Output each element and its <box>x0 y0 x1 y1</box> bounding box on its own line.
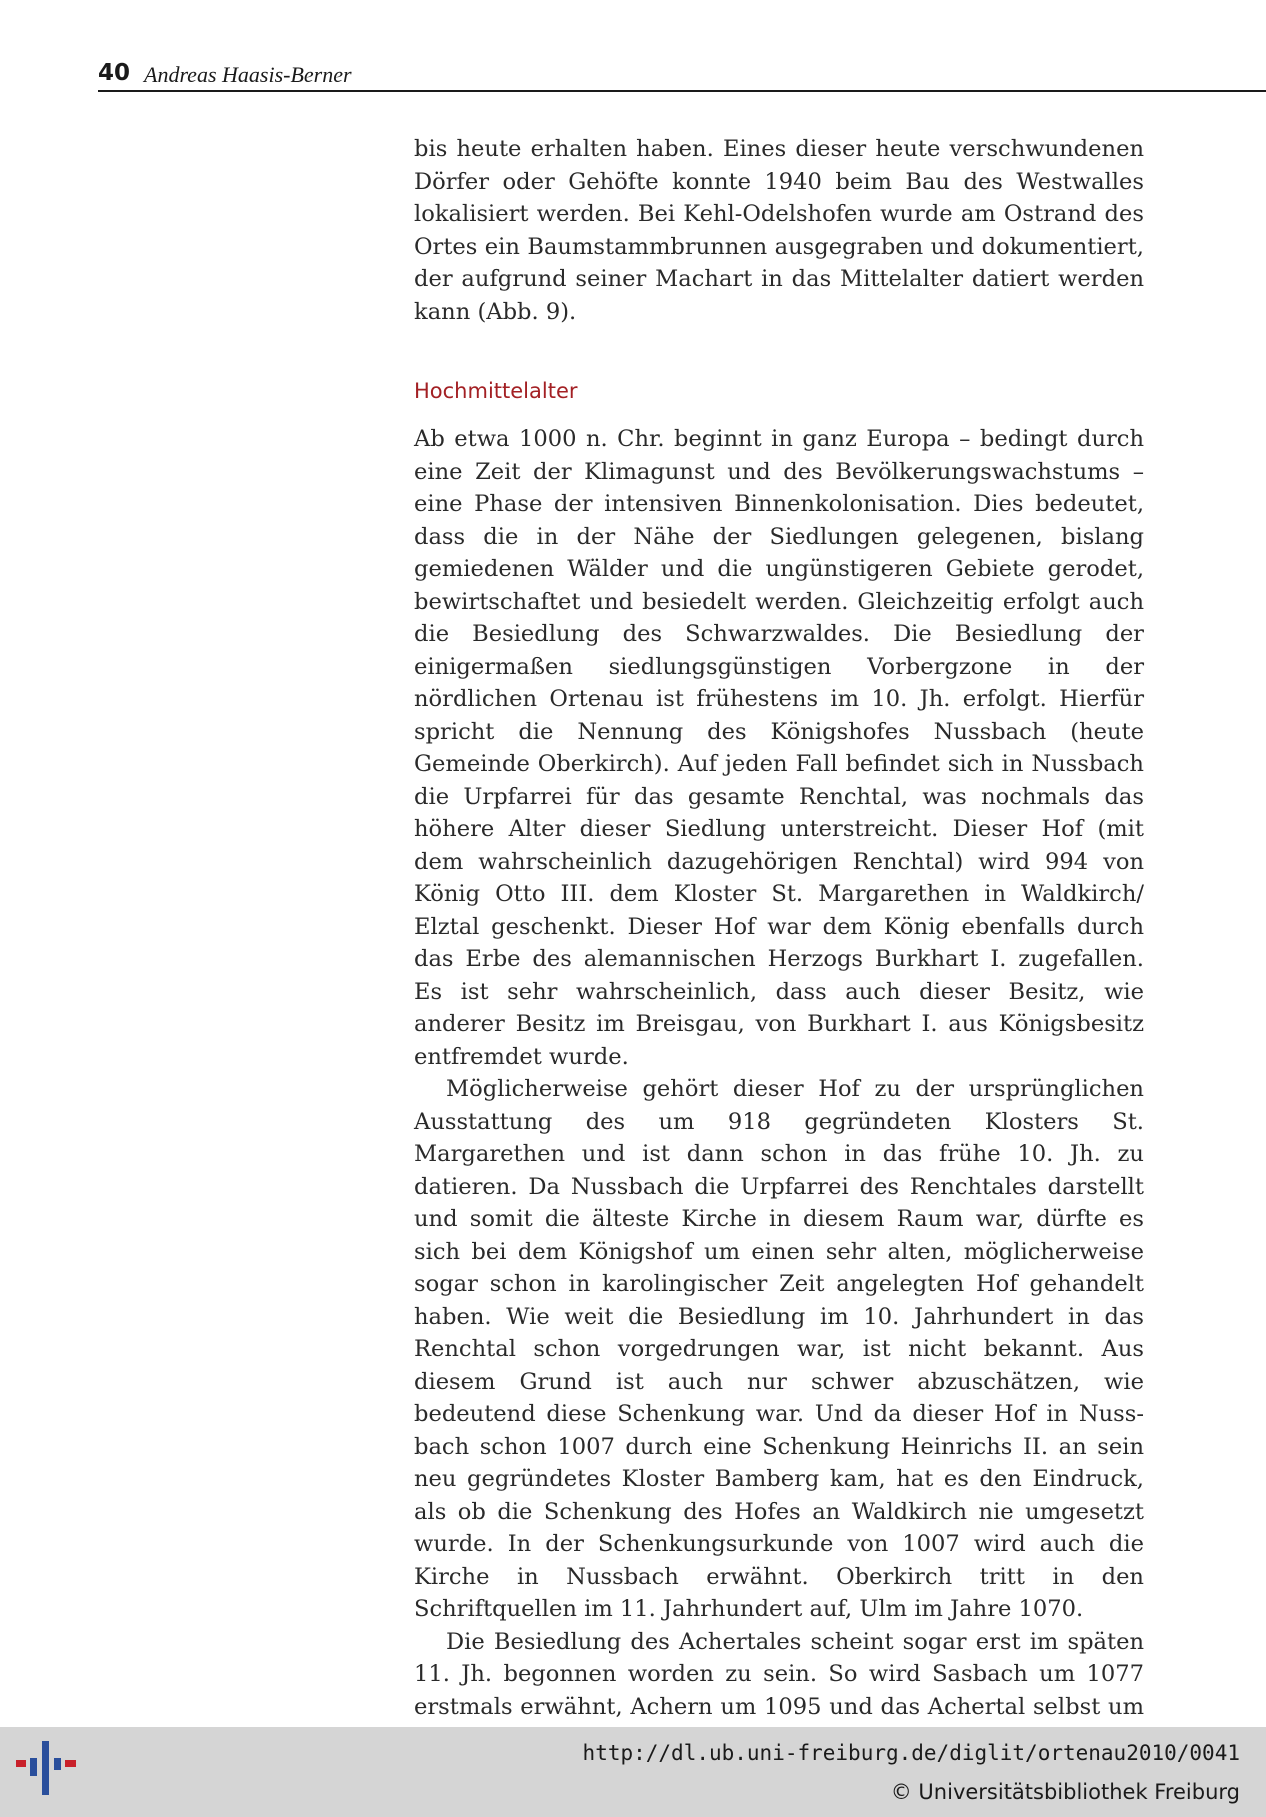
logo-red-left <box>16 1760 26 1767</box>
logo-blue-short <box>30 1758 37 1776</box>
section-heading: Hochmittelalter <box>414 379 578 403</box>
footer-bar <box>0 1727 1266 1817</box>
logo-red-right <box>65 1760 76 1767</box>
body-paragraph: Ab etwa 1000 n. Chr. beginnt in ganz Europa – bedingt durch eine Zeit der Klimagunst und des Bevölkerungswachstums – eine Phase der intensiven Binnenkolonisation. Dies bedeutet, dass die in der Nähe der Siedlungen gelegenen, bislang gemiedenen Wälder und die ungünstigeren Gebiete gerodet, bewirtschaftet und besiedelt werden. Gleichzeitig erfolgt auch die Besiedlung des Schwarzwaldes. Die Besiedlung der einigermaßen siedlungsgünstigen Vorbergzone in der nördlichen Ortenau ist frühestens im 10. Jh. erfolgt. Hierfür spricht die Nennung des Königshofes Nussbach (heute Gemeinde Oberkirch). Auf jeden Fall befindet sich in Nussbach die Urpfarrei für das gesamte Renchtal, was nochmals das höhere Alter dieser Siedlung unterstreicht. Dieser Hof (mit dem wahrscheinlich dazugehörigen Renchtal) wird 994 von König Otto III. dem Kloster St. Margarethen in Waldkirch/ Elztal geschenkt. Dieser Hof war dem König ebenfalls durch das Erbe des alemannischen Herzogs Burkhart I. zugefallen. Es ist sehr wahrscheinlich, dass auch dieser Besitz, wie anderer Besitz im Breisgau, von Burkhart I. aus Königsbesitz entfremdet wurde. <box>414 426 1144 1070</box>
text-column <box>414 133 1144 1756</box>
page-number: 40 <box>98 60 131 86</box>
body-paragraph: Die Besiedlung des Achertales scheint sogar erst im späten 11. Jh. begonnen worden zu sein. So wird Sasbach um 1077 erstmals erwähnt, Achern um 1095 und das Achertal selbst um <box>414 1628 1144 1720</box>
running-head <box>98 60 1266 92</box>
logo-blue-mid <box>54 1758 61 1770</box>
running-author: Andreas Haasis-Berner <box>144 62 352 87</box>
body-paragraph: Möglicherweise gehört dieser Hof zu der ursprünglichen Ausstattung des um 918 gegründeten Klosters St. Margarethen und ist dann schon in das frühe 10. Jh. zu datieren. Da Nussbach die Urpfarrei des Renchtales darstellt und somit die älteste Kirche in diesem Raum war, dürfte es sich bei dem Königshof um einen sehr alten, möglicherweise sogar schon in karolingischer Zeit angelegten Hof gehandelt haben. Wie weit die Besiedlung im 10. Jahrhundert in das Renchtal schon vorgedrungen war, ist nicht bekannt. Aus diesem Grund ist auch nur schwer abzuschätzen, wie bedeutend diese Schenkung war. Und da dieser Hof in Nussbach schon 1007 durch eine Schenkung Heinrichs II. an sein neu gegründetes Kloster Bamberg kam, hat es den Eindruck, als ob die Schenkung des Hofes an Waldkirch nie umgesetzt wurde. In der Schenkungsurkunde von 1007 wird auch die Kirche in Nussbach erwähnt. Oberkirch tritt in den Schriftquellen im 11. Jahrhundert auf, Ulm im Jahre 1070. <box>414 1076 1144 1622</box>
footer-url[interactable]: http://dl.ub.uni-freiburg.de/diglit/ortenau2010/0041 <box>582 1741 1240 1765</box>
footer-copyright: © Universitätsbibliothek Freiburg <box>890 1780 1240 1804</box>
logo-blue-tall <box>42 1741 49 1795</box>
library-logo-icon <box>14 1739 80 1797</box>
intro-paragraph: bis heute erhalten haben. Eines dieser heute verschwundenen Dörfer oder Gehöfte konnte 1940 beim Bau des Westwalles lokalisiert werden. Bei Kehl-Odelshofen wurde am Ostrand des Ortes ein Baumstammbrunnen ausgegraben und dokumentiert, der aufgrund seiner Machart in das Mittelalter datiert werden kann (Abb. 9). <box>414 136 1144 325</box>
